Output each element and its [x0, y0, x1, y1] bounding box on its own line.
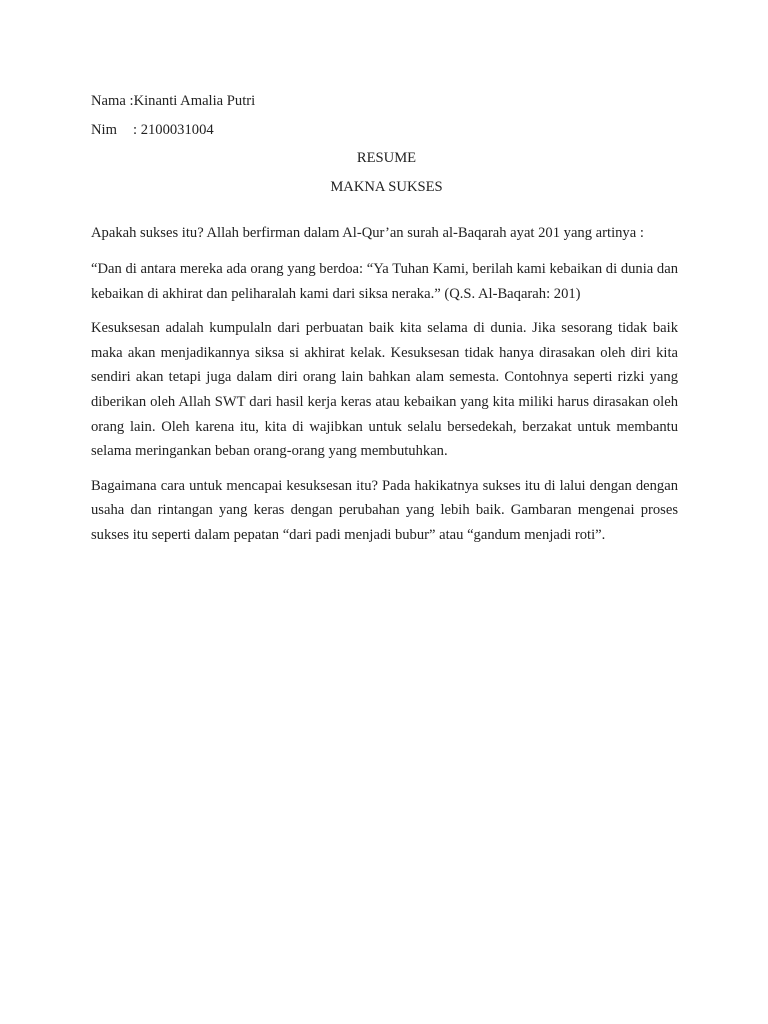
student-nim-line	[91, 121, 678, 140]
nim-label: Nim	[91, 122, 117, 138]
student-nim: : 2100031004	[133, 122, 214, 138]
student-name-line	[91, 92, 678, 111]
student-name: Kinanti Amalia Putri	[133, 93, 256, 109]
document-content	[91, 92, 678, 548]
document-title: RESUME	[356, 150, 417, 166]
quran-quote-paragraph: “Dan di antara mereka ada orang yang berdoa: “Ya Tuhan Kami, berilah kami kebaikan di dunia dan kebaikan di akhirat dan peliharalah kami dari siksa neraka.” (Q.S. Al-Baqarah: 201)	[91, 261, 678, 302]
body-paragraph-2: Bagaimana cara untuk mencapai kesuksesan itu? Pada hakikatnya sukses itu di lalui dengan dengan usaha dan rintangan yang keras dengan perubahan yang lebih baik. Gambaran mengenai proses sukses itu seperti dalam pepatan “dari padi menjadi bubur” atau “gandum menjadi roti”.	[91, 477, 678, 543]
document-subtitle: MAKNA SUKSES	[330, 179, 443, 195]
name-label: Nama :	[91, 93, 134, 109]
body-paragraph-1: Kesuksesan adalah kumpulaln dari perbuatan baik kita selama di dunia. Jika sesorang tidak baik maka akan menjadikannya siksa si akhirat kelak. Kesuksesan tidak hanya dirasakan oleh diri kita sendiri akan tetapi juga dalam diri orang lain bahkan alam semesta. Contohnya seperti rizki yang diberikan oleh Allah SWT dari hasil kerja keras atau kebaikan yang kita miliki harus dirasakan oleh orang lain. Oleh karena itu, kita di wajibkan untuk selalu bersedekah, berzakat untuk membantu selama meringankan beban orang-orang yang membutuhkan.	[91, 320, 678, 460]
intro-paragraph: Apakah sukses itu? Allah berfirman dalam Al-Qur’an surah al-Baqarah ayat 201 yang artinya :	[91, 225, 644, 241]
